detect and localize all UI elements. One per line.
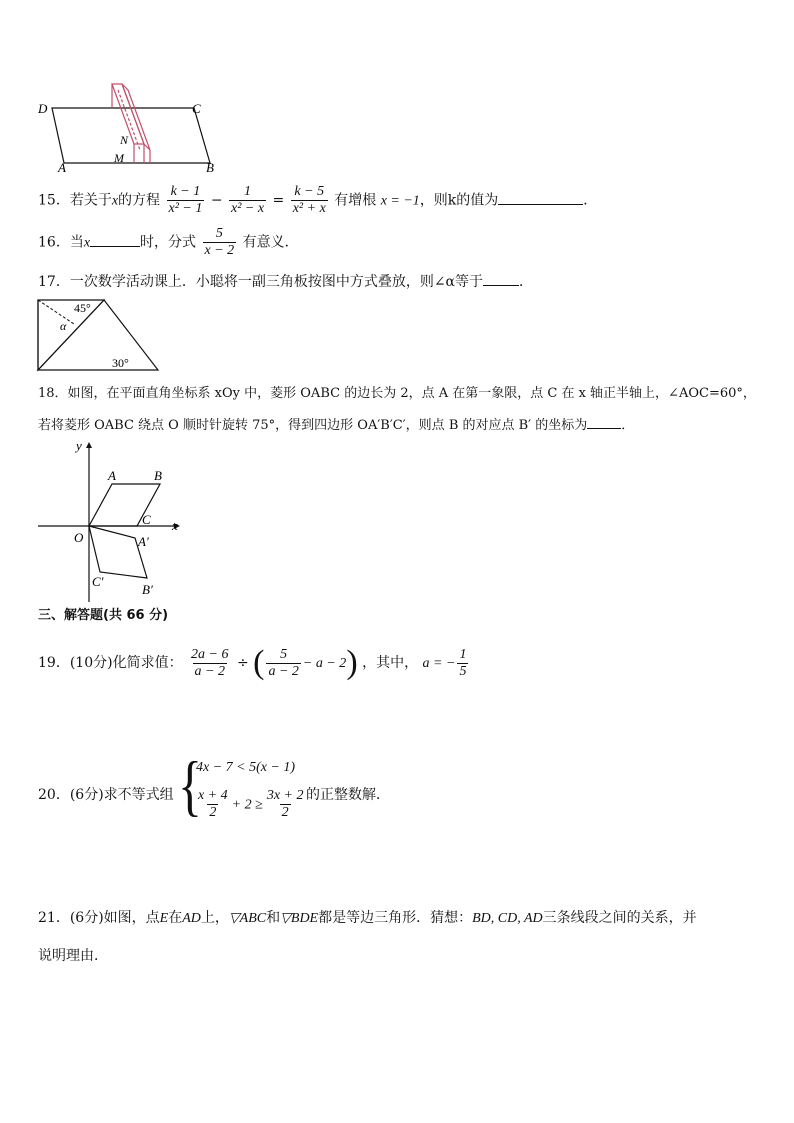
fraction-1: $\frac{k - 1}{\text{x² − 1}}$ [168, 184, 203, 216]
label-C: C [142, 512, 151, 527]
question-17: 17．一次数学活动课上．小聪将一副三角板按图中方式叠放，则∠α等于 ． [38, 271, 533, 292]
inequality-1: 4x − 7 < 5(x − 1) [196, 760, 296, 775]
label-A: A [58, 160, 66, 175]
label-N: N [120, 133, 129, 147]
triangle-30 [38, 300, 158, 370]
label-y: y [76, 438, 82, 453]
answer-blank-15[interactable] [498, 190, 583, 205]
figure-17-triangles [34, 296, 166, 374]
triangle-45 [38, 300, 104, 370]
question-16: 16．当x 时，分式 $\frac{5}{x - 2}$ 有意义． [38, 226, 299, 258]
question-19: 19．(10分)化简求值： $\frac{2a - 6}{a - 2}$ ÷ ( $\frac{5}{a - 2}$ − a − 2) ，其中， a = − $\frac{1}{5}$ [38, 644, 467, 681]
fraction-19-2: $\frac{5}{a - 2}$ [268, 646, 299, 679]
question-18-line-1: 18．如图，在平面直角坐标系 xOy 中，菱形 OABC 的边长为 2，点 A 在第一象限，点 C 在 x 轴正半轴上，∠AOC=60°， [38, 386, 756, 401]
angle-45-label: 45° [74, 301, 91, 315]
figure-18-coordinate-plane [34, 438, 184, 604]
label-x: x [172, 518, 178, 533]
label-B-prime: B′ [142, 582, 153, 597]
label-O: O [74, 530, 84, 545]
answer-blank-16[interactable] [90, 232, 140, 247]
fraction-19-value: $\frac{1}{5}$ [459, 646, 467, 679]
answer-blank-17[interactable] [483, 271, 519, 286]
label-A-prime: A′ [138, 534, 149, 549]
inequality-2: $\frac{x + 4}{2}$ + 2 ≥ $\frac{3x + 2}{2}$ [198, 788, 304, 820]
label-A: A [108, 468, 116, 483]
fraction-2: $\frac{1}{\text{x² − x}}$ [231, 184, 265, 216]
section-3-title: 三、解答题(共 66 分) [38, 608, 169, 623]
label-C: C [192, 101, 201, 116]
fraction-16: $\frac{5}{x - 2}$ [204, 226, 235, 258]
label-B: B [206, 160, 214, 175]
fraction-19-1: $\frac{2a - 6}{a - 2}$ [191, 646, 229, 679]
label-D: D [38, 101, 48, 116]
label-B: B [154, 468, 162, 483]
angle-30-label: 30° [112, 356, 129, 370]
alpha-label: α [60, 319, 67, 333]
label-M: M [114, 151, 124, 165]
question-15: 15．若关于x的方程 $\frac{k - 1}{\text{x² − 1}}$ − $\frac{1}{\text{x² − x}}$ = $\frac{k - 5}{\text{x² + x}}$ 有增根 x = −1，则k的值为 ． [38, 184, 598, 216]
question-18-line-2: 若将菱形 OABC 绕点 O 顺时针旋转 75°，得到四边形 OA′B′C′，则点 B 的对应点 B′ 的坐标为 ． [38, 414, 634, 436]
figure-14-parallelogram [34, 80, 224, 176]
question-21-line-2: 说明理由． [38, 948, 108, 964]
system-brace: { [178, 747, 202, 823]
fraction-3: $\frac{k - 5}{\text{x² + x}}$ [292, 184, 326, 216]
answer-blank-18[interactable] [587, 414, 621, 429]
label-C-prime: C′ [92, 574, 104, 589]
question-21-line-1: 21．(6分)如图，点E在AD上，▽ABC和▽BDE都是等边三角形．猜想：BD, CD, AD三条线段之间的关系，并 [38, 910, 697, 926]
question-20: 20．(6分)求不等式组 { 4x − 7 < 5(x − 1) $\frac{x + 4}{2}$ + 2 ≥ $\frac{3x + 2}{2}$ 的正整数解． [38, 747, 390, 823]
